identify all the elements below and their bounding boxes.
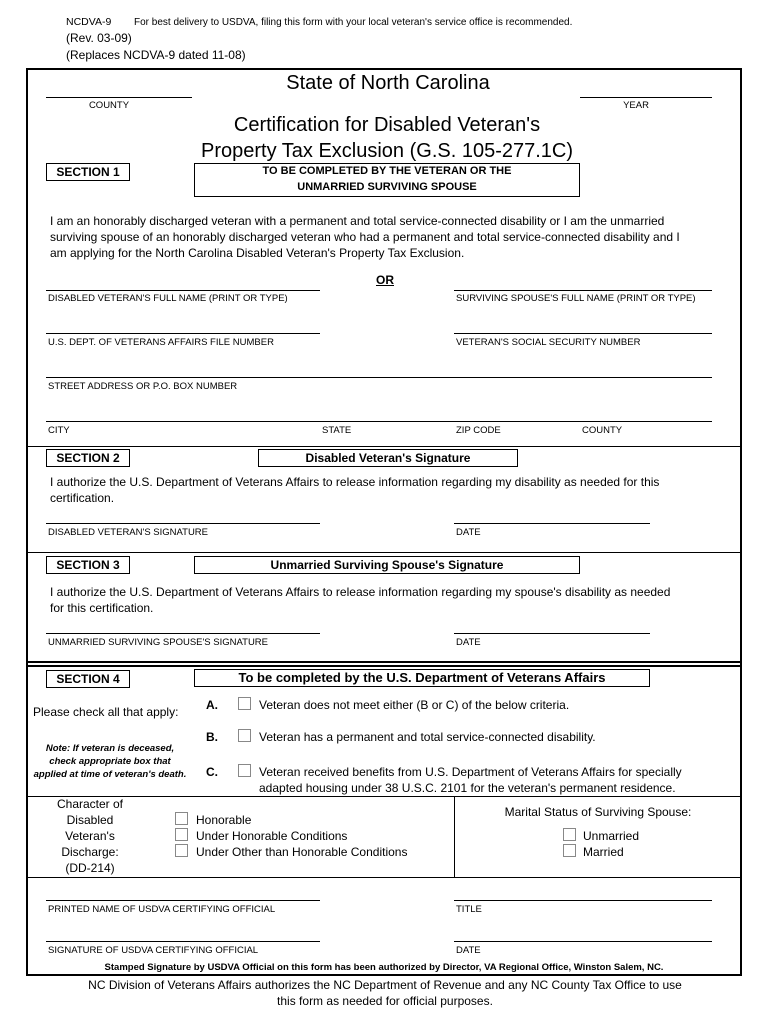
- county-label: COUNTY: [88, 100, 130, 111]
- official-name-label: PRINTED NAME OF USDVA CERTIFYING OFFICIAL: [48, 904, 276, 915]
- check-all-label: Please check all that apply:: [33, 705, 179, 719]
- footer-line1: NC Division of Veterans Affairs authorizes the NC Department of Revenue and any NC County Tax Office to use: [88, 978, 682, 992]
- official-name-line[interactable]: [46, 900, 320, 901]
- section3-text-line1: I authorize the U.S. Department of Veterans Affairs to release information regarding my spouse's disability as needed: [50, 585, 671, 599]
- note-line2: check appropriate box that: [49, 756, 171, 767]
- state-label: STATE: [322, 425, 352, 436]
- county-line[interactable]: [46, 97, 192, 98]
- character-line1: Character of: [56, 797, 124, 811]
- option-a-text: Veteran does not meet either (B or C) of the below criteria.: [259, 698, 570, 712]
- street-label: STREET ADDRESS OR P.O. BOX NUMBER: [48, 381, 238, 392]
- section1-statement-line3: am applying for the North Carolina Disabled Veteran's Property Tax Exclusion.: [50, 246, 465, 260]
- option-c-checkbox[interactable]: [238, 764, 251, 777]
- official-date-line[interactable]: [454, 941, 712, 942]
- option-b-letter: B.: [206, 730, 218, 744]
- section4-label: SECTION 4: [46, 670, 130, 688]
- other-than-honorable-label: Under Other than Honorable Conditions: [196, 845, 408, 859]
- married-checkbox[interactable]: [563, 844, 576, 857]
- form-title-line1: Certification for Disabled Veteran's: [233, 114, 541, 136]
- city-label: CITY: [48, 425, 70, 436]
- section2-text-line2: certification.: [50, 491, 115, 505]
- section4-divider-top: [26, 661, 742, 663]
- spouse-date-label: DATE: [456, 637, 481, 648]
- ssn-line[interactable]: [454, 333, 712, 334]
- spouse-name-line[interactable]: [454, 290, 712, 291]
- discharge-marital-divider: [454, 796, 455, 877]
- delivery-note: For best delivery to USDVA, filing this form with your local veteran's service office is recommended.: [134, 17, 573, 28]
- unmarried-label: Unmarried: [583, 829, 640, 843]
- section3-heading: Unmarried Surviving Spouse's Signature: [194, 556, 580, 574]
- official-date-label: DATE: [456, 945, 481, 956]
- honorable-label: Honorable: [196, 813, 252, 827]
- official-signature-label: SIGNATURE OF USDVA CERTIFYING OFFICIAL: [48, 945, 259, 956]
- year-label: YEAR: [623, 100, 649, 111]
- city-line[interactable]: [46, 421, 712, 422]
- state-title: State of North Carolina: [286, 72, 490, 94]
- section2-heading: Disabled Veteran's Signature: [258, 449, 518, 467]
- revision: (Rev. 03-09): [66, 31, 132, 45]
- veteran-name-label: DISABLED VETERAN'S FULL NAME (PRINT OR TYPE): [48, 293, 288, 304]
- option-a-checkbox[interactable]: [238, 697, 251, 710]
- street-line[interactable]: [46, 377, 712, 378]
- official-title-label: TITLE: [456, 904, 482, 915]
- option-c-letter: C.: [206, 765, 218, 779]
- section1-heading-line2: UNMARRIED SURVIVING SPOUSE: [297, 181, 477, 193]
- section4-heading: To be completed by the U.S. Department of Veterans Affairs: [194, 669, 650, 687]
- veteran-name-line[interactable]: [46, 290, 320, 291]
- veteran-date-label: DATE: [456, 527, 481, 538]
- spouse-date-line[interactable]: [454, 633, 650, 634]
- section2-divider: [26, 446, 742, 447]
- zip-label: ZIP CODE: [456, 425, 501, 436]
- unmarried-checkbox[interactable]: [563, 828, 576, 841]
- section1-heading-line1: TO BE COMPLETED BY THE VETERAN OR THE: [262, 165, 512, 177]
- option-a-letter: A.: [206, 698, 218, 712]
- section1-statement-line1: I am an honorably discharged veteran with a permanent and total service-connected disability or I am the unmarried: [50, 214, 665, 228]
- option-b-text: Veteran has a permanent and total service-connected disability.: [259, 730, 596, 744]
- ssn-label: VETERAN'S SOCIAL SECURITY NUMBER: [456, 337, 641, 348]
- other-than-honorable-checkbox[interactable]: [175, 844, 188, 857]
- under-honorable-label: Under Honorable Conditions: [196, 829, 348, 843]
- stamp-note: Stamped Signature by USDVA Official on this form has been authorized by Director, VA Regional Office, Winston Salem, NC.: [104, 962, 664, 973]
- spouse-signature-line[interactable]: [46, 633, 320, 634]
- spouse-signature-label: UNMARRIED SURVIVING SPOUSE'S SIGNATURE: [48, 637, 268, 648]
- honorable-checkbox[interactable]: [175, 812, 188, 825]
- note-line1: Note: If veteran is deceased,: [45, 743, 175, 754]
- veteran-signature-line[interactable]: [46, 523, 320, 524]
- va-file-line[interactable]: [46, 333, 320, 334]
- or-label: OR: [376, 273, 394, 287]
- va-file-label: U.S. DEPT. OF VETERANS AFFAIRS FILE NUMBER: [48, 337, 274, 348]
- character-line4: Discharge:: [61, 845, 119, 859]
- section3-divider: [26, 552, 742, 553]
- year-line[interactable]: [580, 97, 712, 98]
- option-b-checkbox[interactable]: [238, 729, 251, 742]
- official-title-line[interactable]: [454, 900, 712, 901]
- spouse-name-label: SURVIVING SPOUSE'S FULL NAME (PRINT OR TYPE): [456, 293, 696, 304]
- discharge-divider-bottom: [26, 877, 742, 878]
- note-line3: applied at time of veteran's death.: [33, 769, 187, 780]
- section1-label: SECTION 1: [46, 163, 130, 181]
- married-label: Married: [583, 845, 624, 859]
- option-c-text2: adapted housing under 38 U.S.C. 2101 for the veteran's permanent residence.: [259, 781, 676, 795]
- footer-line2: this form as needed for official purposes.: [277, 994, 493, 1008]
- character-line2: Disabled: [66, 813, 114, 827]
- veteran-signature-label: DISABLED VETERAN'S SIGNATURE: [48, 527, 209, 538]
- section1-statement-line2: surviving spouse of an honorably discharged veteran who had a permanent and total service-connected disability and I: [50, 230, 680, 244]
- section3-text-line2: for this certification.: [50, 601, 154, 615]
- section2-label: SECTION 2: [46, 449, 130, 467]
- official-signature-line[interactable]: [46, 941, 320, 942]
- form-title-line2: Property Tax Exclusion (G.S. 105-277.1C): [200, 140, 574, 162]
- under-honorable-checkbox[interactable]: [175, 828, 188, 841]
- marital-title: Marital Status of Surviving Spouse:: [504, 805, 692, 819]
- section3-label: SECTION 3: [46, 556, 130, 574]
- replaces-note: (Replaces NCDVA-9 dated 11-08): [66, 48, 246, 62]
- character-line5: (DD-214): [65, 861, 115, 875]
- section4-divider-bottom: [26, 665, 742, 667]
- veteran-date-line[interactable]: [454, 523, 650, 524]
- section2-text-line1: I authorize the U.S. Department of Veterans Affairs to release information regarding my disability as needed for this: [50, 475, 660, 489]
- option-c-text: Veteran received benefits from U.S. Department of Veterans Affairs for specially: [259, 765, 682, 779]
- character-line3: Veteran's: [65, 829, 115, 843]
- form-id: NCDVA-9: [66, 16, 112, 28]
- address-county-label: COUNTY: [582, 425, 623, 436]
